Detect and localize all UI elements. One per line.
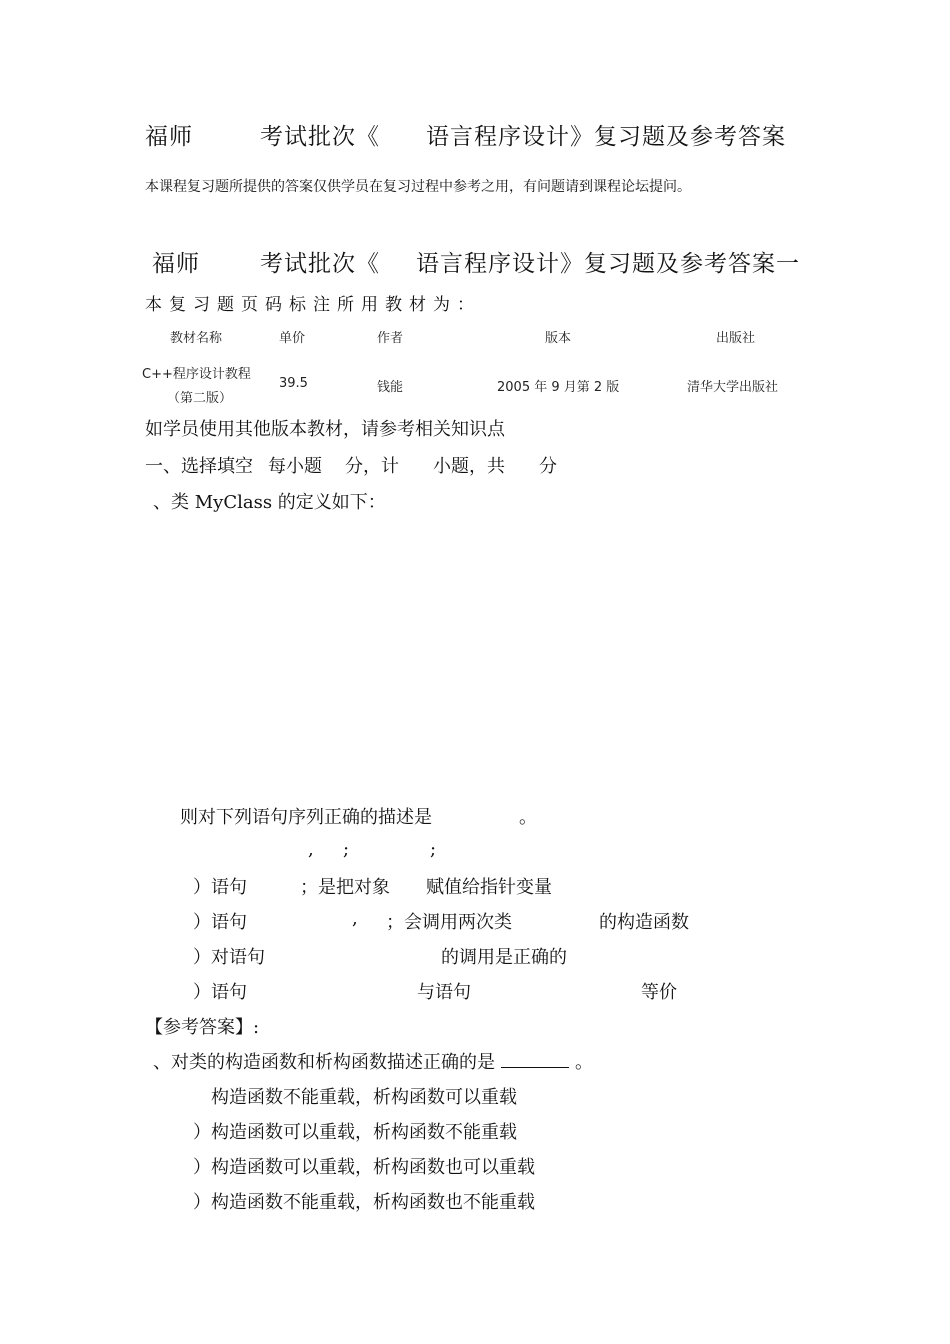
section-title-part1: 福师 [152, 251, 200, 277]
q2-answer-blank [501, 1066, 569, 1068]
q1-optB-d: 的构造函数 [599, 912, 689, 933]
q1-optA-b: ；是把对象 [300, 877, 390, 898]
q1-optB-b: , [352, 908, 358, 929]
table-cell-name-line1: C++程序设计教程 [142, 367, 251, 382]
q1-optD-a: ）语句 [193, 982, 247, 1003]
doc-title-part2: 考试批次《 [260, 124, 380, 150]
q2-option-d: ）构造函数不能重载，析构函数也不能重载 [193, 1192, 535, 1213]
q1-code-semicolon-2: ; [430, 839, 437, 860]
q1-stem: 则对下列语句序列正确的描述是 [180, 807, 432, 828]
other-edition-note: 如学员使用其他版本教材，请参考相关知识点 [145, 419, 505, 440]
section1-points-count: 分，计 [345, 456, 399, 477]
q2-option-b: ）构造函数可以重载，析构函数不能重载 [193, 1122, 517, 1143]
q1-optB-a: ）语句 [193, 912, 247, 933]
table-cell-name-line2: （第二版） [167, 391, 233, 406]
q2-stem-text: 、对类的构造函数和析构函数描述正确的是 [153, 1052, 495, 1073]
textbook-intro: 本复习题页码标注所用教材为： [145, 295, 481, 315]
table-cell-author: 钱能 [377, 380, 404, 395]
section1-label: 一、选择填空 [145, 456, 253, 477]
q1-optD-b: 与语句 [417, 982, 471, 1003]
section1-question-count: 小题，共 [433, 456, 505, 477]
q1-intro: 、类 MyClass 的定义如下： [153, 492, 386, 513]
section-title-part2: 考试批次《 [260, 251, 380, 277]
doc-title-part1: 福师 [145, 124, 193, 150]
section1-per-question: 每小题 [268, 456, 322, 477]
section-title-part3: 语言程序设计》复习题及参考答案一 [416, 251, 800, 277]
q1-stem-end: 。 [519, 807, 537, 828]
table-cell-publisher: 清华大学出版社 [687, 380, 779, 395]
answer-label: 【参考答案】: [145, 1017, 260, 1038]
table-header-author: 作者 [377, 331, 404, 346]
table-cell-edition: 2005 年 9 月第 2 版 [497, 380, 620, 395]
table-header-publisher: 出版社 [716, 331, 756, 346]
table-header-name: 教材名称 [170, 331, 223, 346]
q1-optC-a: ）对语句 [193, 947, 265, 968]
q1-code-comma: , [308, 839, 314, 860]
doc-title-part3: 语言程序设计》复习题及参考答案 [426, 124, 786, 150]
table-header-price: 单价 [279, 331, 306, 346]
q1-code-semicolon-1: ; [343, 839, 350, 860]
q2-option-c: ）构造函数可以重载，析构函数也可以重载 [193, 1157, 535, 1178]
q1-optD-c: 等价 [641, 982, 677, 1003]
table-cell-price: 39.5 [279, 376, 308, 391]
q1-optB-c: ；会调用两次类 [386, 912, 512, 933]
q1-optA-a: ）语句 [193, 877, 247, 898]
q1-optA-c: 赋值给指针变量 [426, 877, 552, 898]
q1-optC-b: 的调用是正确的 [441, 947, 567, 968]
q2-stem [153, 1048, 593, 1074]
q2-stem-end: 。 [575, 1052, 593, 1073]
section1-total: 分 [539, 456, 557, 477]
q2-option-a: 构造函数不能重载，析构函数可以重载 [211, 1087, 517, 1108]
table-header-edition: 版本 [545, 331, 572, 346]
course-notice: 本课程复习题所提供的答案仅供学员在复习过程中参考之用，有问题请到课程论坛提问。 [145, 179, 691, 195]
